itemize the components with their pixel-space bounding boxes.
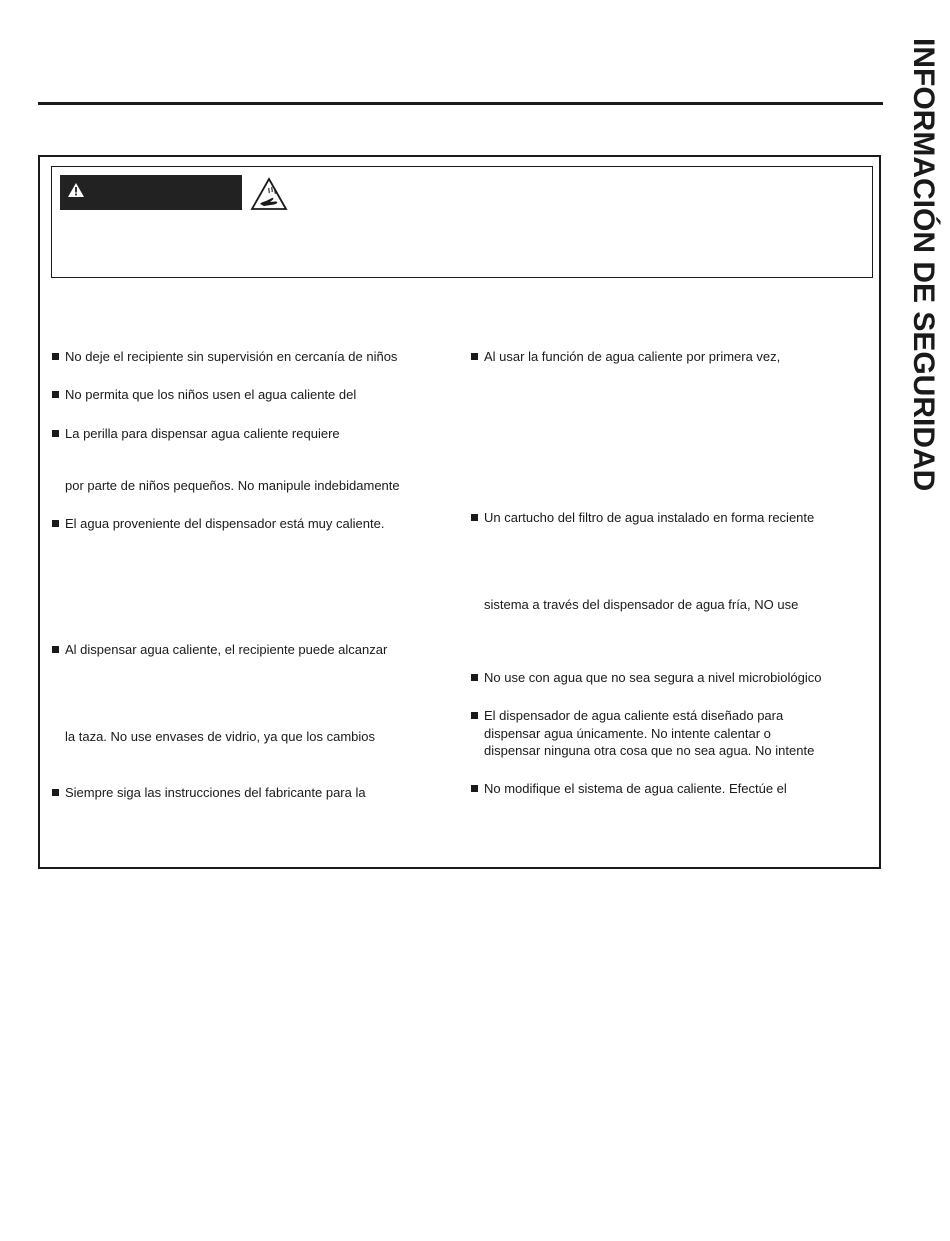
bullet-marker	[52, 430, 59, 437]
list-item: Al usar la función de agua caliente por primera vez,	[471, 348, 780, 366]
bullet-marker	[471, 785, 478, 792]
list-item-continuation: dispensar ninguna otra cosa que no sea agua. No intente	[484, 743, 815, 758]
bullet-marker	[52, 391, 59, 398]
list-item: No modifique el sistema de agua caliente. Efectúe el	[471, 780, 787, 798]
bullet-marker	[471, 353, 478, 360]
warning-triangle-icon	[68, 183, 84, 202]
list-item-continuation: sistema a través del dispensador de agua fría, NO use	[484, 597, 799, 612]
list-item-continuation: por parte de niños pequeños. No manipule indebidamente	[65, 478, 400, 493]
list-item-continuation: la taza. No use envases de vidrio, ya que los cambios	[65, 729, 376, 744]
bullet-marker	[471, 674, 478, 681]
list-item: Siempre siga las instrucciones del fabricante para la	[52, 784, 366, 802]
list-item: No permita que los niños usen el agua caliente del	[52, 386, 356, 404]
list-item: Un cartucho del filtro de agua instalado en forma reciente	[471, 509, 814, 527]
list-item: No deje el recipiente sin supervisión en cercanía de niños	[52, 348, 397, 366]
warning-badge	[60, 175, 242, 210]
bullet-marker	[471, 712, 478, 719]
header-rule	[38, 102, 883, 105]
list-item: La perilla para dispensar agua caliente requiere	[52, 425, 340, 443]
list-item: El dispensador de agua caliente está diseñado para	[471, 707, 783, 725]
list-item: Al dispensar agua caliente, el recipiente puede alcanzar	[52, 641, 387, 659]
section-title: INFORMACIÓN DE SEGURIDAD	[907, 38, 940, 492]
list-item: No use con agua que no sea segura a nivel microbiológico	[471, 669, 822, 687]
bullet-marker	[52, 353, 59, 360]
bullet-marker	[471, 514, 478, 521]
list-item-continuation: dispensar agua únicamente. No intente calentar o	[484, 726, 771, 741]
hot-water-hazard-icon	[250, 177, 288, 216]
bullet-marker	[52, 520, 59, 527]
bullet-marker	[52, 789, 59, 796]
list-item: El agua proveniente del dispensador está muy caliente.	[52, 515, 384, 533]
bullet-marker	[52, 646, 59, 653]
